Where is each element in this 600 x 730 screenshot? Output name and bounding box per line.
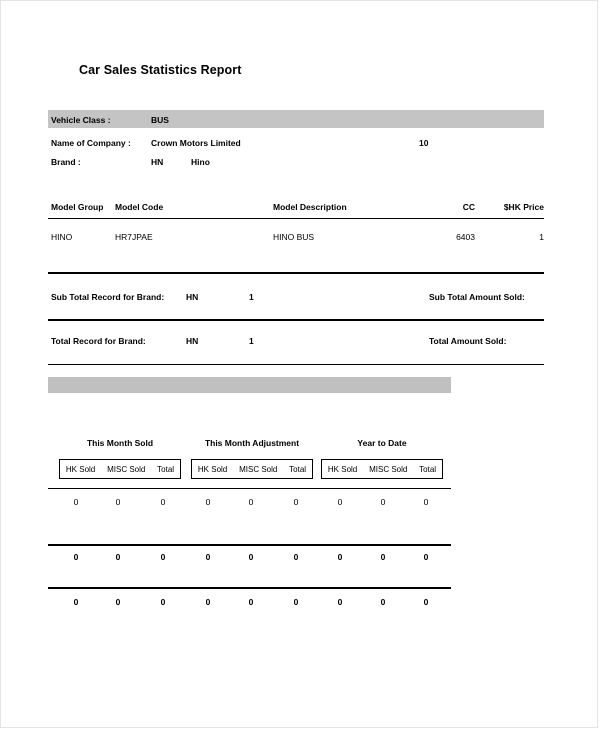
model-table-bottom-rule	[48, 272, 544, 274]
col-total-1: Total	[157, 464, 175, 474]
summary-row-3	[48, 597, 451, 611]
summary-cell: 0	[337, 497, 343, 507]
sub-total-record-label: Sub Total Record for Brand:	[51, 292, 165, 302]
total-record-label: Total Record for Brand:	[51, 336, 146, 346]
brand-label: Brand :	[51, 157, 81, 167]
cell-hk-price: 1	[539, 232, 544, 242]
sub-total-brand: HN	[186, 292, 199, 302]
total-rule	[48, 364, 544, 365]
cell-model-description: HINO BUS	[273, 232, 315, 242]
summary-cell: 0	[423, 597, 429, 607]
company-code: 10	[419, 138, 429, 148]
summary-cell: 0	[293, 497, 299, 507]
summary-row-1	[48, 497, 451, 511]
summary-rule-1	[48, 488, 451, 489]
cell-model-group: HINO	[51, 232, 73, 242]
summary-row-2	[48, 552, 451, 566]
summary-cell: 0	[73, 552, 79, 562]
summary-cell: 0	[115, 497, 121, 507]
summary-cell: 0	[248, 597, 254, 607]
cell-model-code: HR7JPAE	[115, 232, 153, 242]
group-columns-this-month-sold	[59, 459, 181, 479]
vehicle-class-band	[48, 110, 544, 128]
summary-cell: 0	[293, 597, 299, 607]
summary-cell: 0	[248, 497, 254, 507]
total-count: 1	[249, 336, 254, 346]
brand-name: Hino	[191, 157, 210, 167]
group-columns-year-to-date	[321, 459, 443, 479]
sub-total-amount-label: Sub Total Amount Sold:	[429, 292, 525, 302]
summary-cell: 0	[115, 552, 121, 562]
summary-section-band	[48, 377, 451, 393]
col-hk-sold-2: HK Sold	[197, 464, 228, 474]
total-brand: HN	[186, 336, 199, 346]
vehicle-class-label: Vehicle Class :	[51, 115, 111, 125]
summary-cell: 0	[337, 597, 343, 607]
summary-cell: 0	[205, 552, 211, 562]
page-title: Car Sales Statistics Report	[79, 63, 242, 77]
col-total-2: Total	[289, 464, 307, 474]
column-header-model-description: Model Description	[273, 202, 347, 212]
model-table-header-rule	[48, 218, 544, 219]
summary-rule-2	[48, 544, 451, 546]
col-misc-sold-3: MISC Sold	[369, 464, 408, 474]
column-header-hk-price: $HK Price	[503, 202, 544, 212]
summary-cell: 0	[73, 497, 79, 507]
col-hk-sold-3: HK Sold	[327, 464, 358, 474]
summary-cell: 0	[205, 497, 211, 507]
cell-cc: 6403	[456, 232, 475, 242]
summary-cell: 0	[73, 597, 79, 607]
sub-total-rule	[48, 319, 544, 321]
group-title-year-to-date: Year to Date	[357, 438, 407, 448]
col-total-3: Total	[419, 464, 437, 474]
summary-cell: 0	[248, 552, 254, 562]
summary-cell: 0	[160, 597, 166, 607]
col-misc-sold-1: MISC Sold	[107, 464, 146, 474]
vehicle-class-value: BUS	[151, 115, 169, 125]
company-value: Crown Motors Limited	[151, 138, 241, 148]
summary-cell: 0	[160, 552, 166, 562]
group-columns-this-month-adjustment	[191, 459, 313, 479]
total-amount-label: Total Amount Sold:	[429, 336, 507, 346]
sub-total-count: 1	[249, 292, 254, 302]
summary-cell: 0	[380, 552, 386, 562]
summary-cell: 0	[380, 497, 386, 507]
group-title-this-month-sold: This Month Sold	[86, 438, 154, 448]
column-header-model-code: Model Code	[115, 202, 164, 212]
col-hk-sold-1: HK Sold	[65, 464, 96, 474]
summary-cell: 0	[160, 497, 166, 507]
summary-cell: 0	[115, 597, 121, 607]
summary-cell: 0	[423, 497, 429, 507]
col-misc-sold-2: MISC Sold	[239, 464, 278, 474]
summary-cell: 0	[423, 552, 429, 562]
column-header-cc: CC	[462, 202, 475, 212]
summary-cell: 0	[205, 597, 211, 607]
company-label: Name of Company :	[51, 138, 131, 148]
summary-cell: 0	[293, 552, 299, 562]
summary-rule-3	[48, 587, 451, 589]
brand-code: HN	[151, 157, 164, 167]
summary-cell: 0	[380, 597, 386, 607]
column-header-model-group: Model Group	[51, 202, 104, 212]
summary-cell: 0	[337, 552, 343, 562]
group-title-this-month-adjustment: This Month Adjustment	[204, 438, 300, 448]
